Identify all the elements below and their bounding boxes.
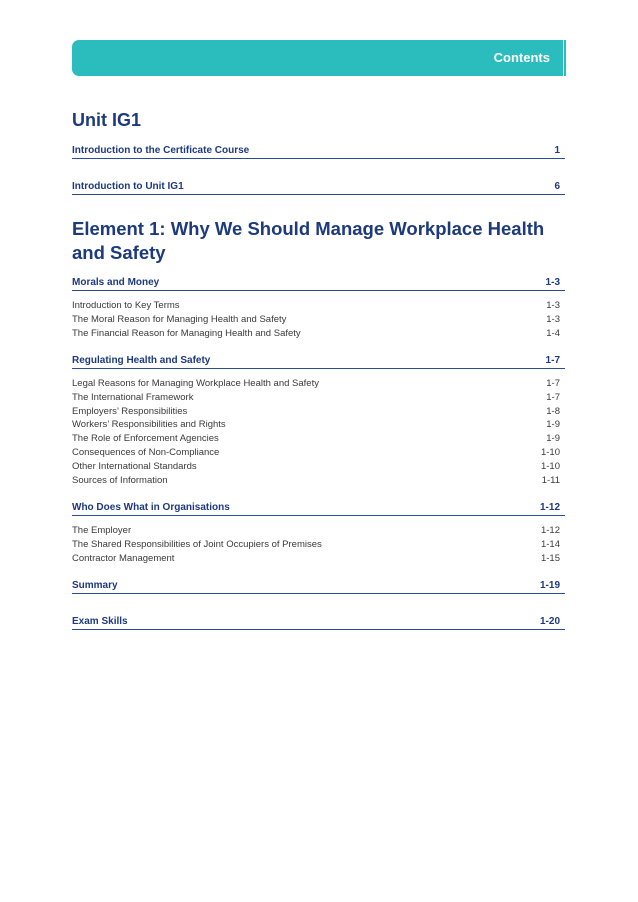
section-page: 1-12 <box>539 501 560 513</box>
toc-section-heading[interactable] <box>72 502 565 516</box>
section-label: Morals and Money <box>72 277 160 288</box>
toc-entry[interactable] <box>72 552 565 566</box>
entry-page: 1-10 <box>540 447 560 459</box>
toc-section-heading[interactable] <box>72 580 565 594</box>
entry-page: 1-4 <box>546 327 560 339</box>
entry-page: 1-3 <box>546 300 560 311</box>
entry-page: 1-12 <box>540 524 560 536</box>
entry-label: The Employer <box>72 524 132 536</box>
unit-title: Unit IG1 <box>72 110 142 130</box>
toc-heading-label: Introduction to Unit IG1 <box>72 181 184 192</box>
toc-heading[interactable] <box>72 181 565 195</box>
toc-entry[interactable] <box>72 405 565 419</box>
entry-label: Legal Reasons for Managing Workplace Health and Safety <box>72 377 319 389</box>
entry-page: 1-7 <box>546 377 560 389</box>
section-page: 1-19 <box>539 579 560 591</box>
toc-entry[interactable] <box>72 538 565 552</box>
entry-page: 1-8 <box>546 405 560 417</box>
banner-divider <box>563 40 564 76</box>
toc-entry[interactable] <box>72 524 565 538</box>
section-entries <box>72 377 565 488</box>
entry-page: 1-14 <box>540 538 560 550</box>
entry-label: Workers’ Responsibilities and Rights <box>72 419 226 431</box>
entry-label: Employers’ Responsibilities <box>72 405 188 417</box>
entry-label: The International Framework <box>72 391 194 403</box>
entry-label: Introduction to Key Terms <box>72 300 180 311</box>
toc-entry[interactable] <box>72 327 565 341</box>
toc-heading-page: 6 <box>554 181 560 192</box>
toc-entry[interactable] <box>72 299 565 313</box>
entry-page: 1-15 <box>540 552 560 564</box>
entry-page: 1-7 <box>546 391 560 403</box>
section-label: Regulating Health and Safety <box>72 354 211 366</box>
section-page: 1-20 <box>539 615 560 627</box>
entry-label: The Shared Responsibilities of Joint Occupiers of Premises <box>72 538 322 550</box>
toc-entry[interactable] <box>72 460 565 474</box>
toc-entry[interactable] <box>72 418 565 432</box>
entry-label: The Role of Enforcement Agencies <box>72 433 219 445</box>
entry-label: Contractor Management <box>72 552 175 564</box>
entry-label: The Moral Reason for Managing Health and Safety <box>72 313 287 325</box>
toc-entry[interactable] <box>72 474 565 488</box>
toc-entry[interactable] <box>72 377 565 391</box>
toc-entry[interactable] <box>72 313 565 327</box>
table-of-contents <box>72 110 565 638</box>
entry-label: Consequences of Non-Compliance <box>72 447 220 459</box>
toc-entry[interactable] <box>72 432 565 446</box>
toc-section-heading[interactable] <box>72 355 565 369</box>
header-title: Contents <box>493 50 550 65</box>
entry-page: 1-9 <box>546 419 560 431</box>
toc-section-heading[interactable] <box>72 277 565 291</box>
element-title: Element 1: Why We Should Manage Workplace Health and Safety <box>72 218 545 263</box>
section-label: Summary <box>72 579 118 591</box>
section-label: Who Does What in Organisations <box>72 501 230 513</box>
toc-entry[interactable] <box>72 446 565 460</box>
entry-label: Sources of Information <box>72 475 168 487</box>
header-banner <box>72 40 566 76</box>
entry-page: 1-11 <box>541 475 560 487</box>
section-entries <box>72 299 565 341</box>
section-label: Exam Skills <box>72 615 128 627</box>
toc-heading-label: Introduction to the Certificate Course <box>72 145 250 156</box>
entry-label: The Financial Reason for Managing Health and Safety <box>72 327 301 339</box>
section-page: 1-3 <box>545 277 560 288</box>
section-entries <box>72 524 565 566</box>
entry-page: 1-10 <box>540 461 560 473</box>
entry-label: Other International Standards <box>72 461 197 473</box>
section-page: 1-7 <box>545 354 560 366</box>
toc-section-heading[interactable] <box>72 616 565 630</box>
entry-page: 1-9 <box>546 433 560 445</box>
toc-heading[interactable] <box>72 145 565 159</box>
entry-page: 1-3 <box>546 313 560 325</box>
toc-heading-page: 1 <box>554 145 560 156</box>
toc-entry[interactable] <box>72 391 565 405</box>
